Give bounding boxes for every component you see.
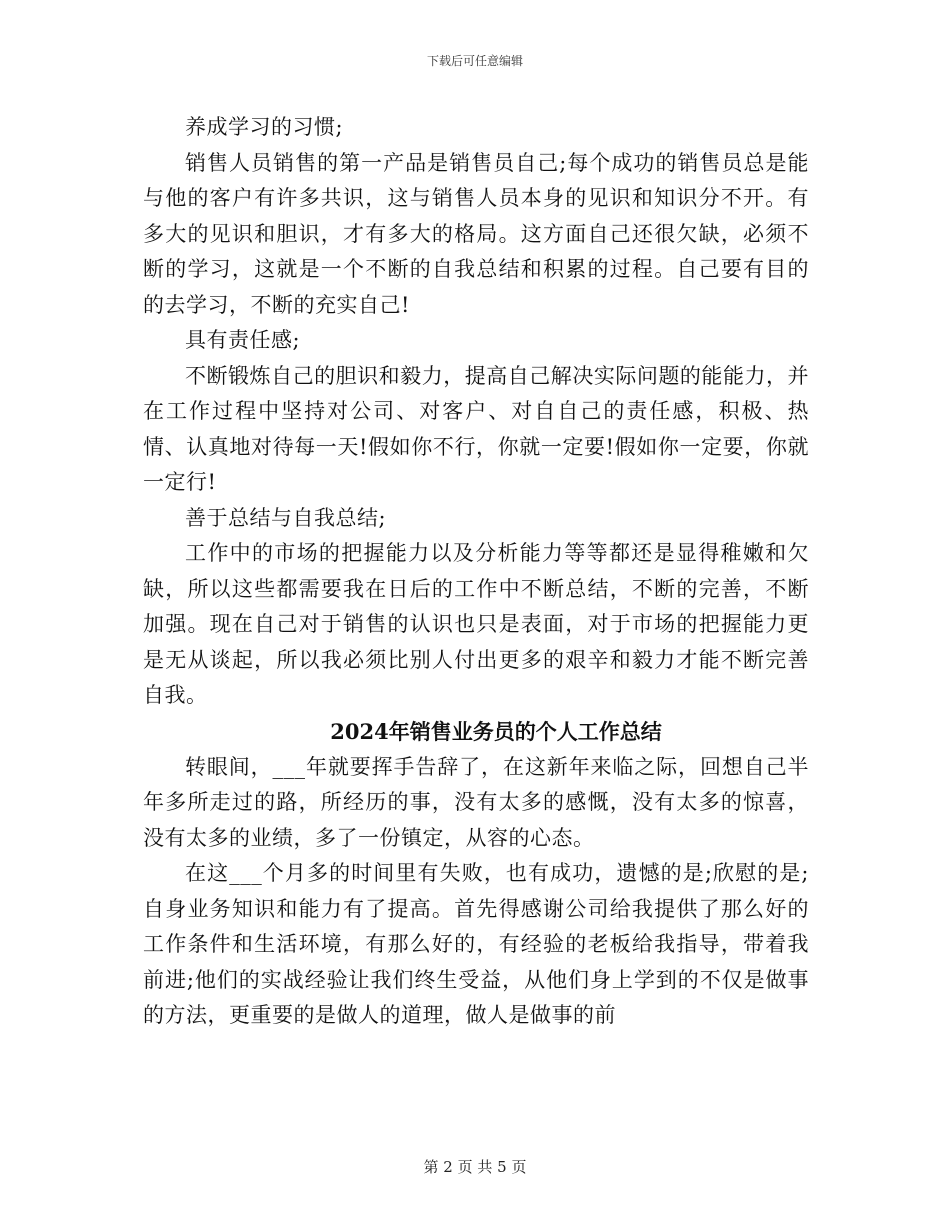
paragraph-experience: 在这___个月多的时间里有失败，也有成功，遗憾的是;欣慰的是;自身业务知识和能力有了提高。首先得感谢公司给我提供了那么好的工作条件和生活环境，有那么好的，有经验的老板给我指导，带着我前进;他们的实战经验让我们终生受益，从他们身上学到的不仅是做事的方法，更重要的是做人的道理，做人是做事的前 [143,861,809,1027]
paragraph-summary: 工作中的市场的把握能力以及分析能力等等都还是显得稚嫩和欠缺，所以这些都需要我在日后的工作中不断总结，不断的完善，不断加强。现在自己对于销售的认识也只是表面，对于市场的把握能力更是无从谈起，所以我必须比别人付出更多的艰辛和毅力才能不断完善自我。 [143,541,809,707]
page-header: 下载后可任意编辑 [426,54,523,68]
paragraph-responsibility: 不断锻炼自己的胆识和毅力，提高自己解决实际问题的能能力，并在工作过程中坚持对公司、对客户、对自自己的责任感，积极、热情、认真地对待每一天!假如你不行，你就一定要!假如你一定要，你就一定行! [143,363,809,494]
paragraph-study-habit-heading: 养成学习的习惯; [185,115,344,139]
paragraph-summary-heading: 善于总结与自我总结; [185,505,387,530]
paragraph-intro: 转眼间，___年就要挥手告辞了，在这新年来临之际，回想自己半年多所走过的路，所经历的事，没有太多的感慨，没有太多的惊喜，没有太多的业绩，多了一份镇定，从容的心态。 [143,754,809,850]
section-title: 2024年销售业务员的个人工作总结 [330,718,662,744]
paragraph-responsibility-heading: 具有责任感; [185,328,301,352]
page-number: 第 2 页 共 5 页 [423,1158,527,1176]
paragraph-study-habit: 销售人员销售的第一产品是销售员自己;每个成功的销售员总是能与他的客户有许多共识，这与销售人员本身的见识和知识分不开。有多大的见识和胆识，才有多大的格局。这方面自己还很欠缺，必须不断的学习，这就是一个不断的自我总结和积累的过程。自己要有目的的去学习，不断的充实自己! [143,150,809,317]
document-body [143,110,809,1034]
